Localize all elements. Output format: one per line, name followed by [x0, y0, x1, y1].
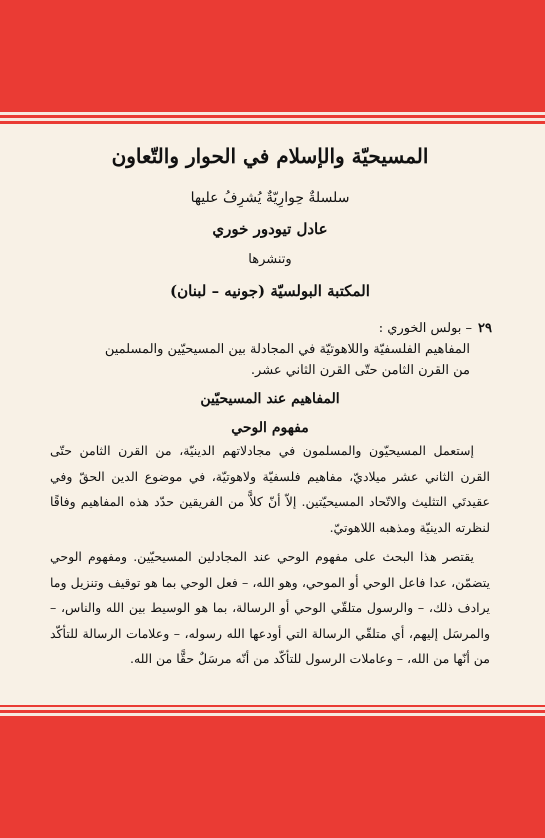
back-cover-panel [0, 124, 545, 705]
series-entry [50, 318, 492, 381]
section-subheading: مفهوم الوحي [231, 420, 309, 436]
entry-header [50, 318, 492, 339]
cover-top-band [0, 0, 545, 112]
series-line: سلسلةٌ حِوارِيّةٌ يُشرِفُ عليها [190, 190, 350, 206]
publisher-name: المكتبة البولسيّة (جونيه – لبنان) [170, 282, 370, 300]
editor-name: عادل تيودور خوري [212, 220, 328, 238]
top-stripe [0, 112, 545, 115]
bottom-stripe-inner [0, 707, 545, 710]
entry-number: ٢٩ [478, 321, 492, 336]
entry-author: – بولس الخوري : [378, 321, 473, 336]
cover-bottom-band [0, 716, 545, 838]
section-heading: المفاهيم عند المسيحيّين [200, 391, 340, 407]
panel-content [40, 124, 500, 705]
book-title: المسيحيّة والإسلام في الحوار والتّعاون [111, 144, 429, 168]
top-stripe-inner [0, 118, 545, 121]
paragraph-2: يقتصر هذا البحث على مفهوم الوحي عند المجادلين المسيحيّين. ومفهوم الوحي يتضمّن، عدا فاعل الوحي أو الموحي، وهو الله، – فعل الوحي بما هو توقيف وتنزيل وما يرادف ذلك، – والرسول متلقّي الوحي أو الرسالة، بما هو الوسيط بين الله والناس، – والمرسَل إليهم، أي متلقّي الرسالة التي أودعها الله رسوله، – وعلامات الرسالة للتأكّد من أنّها من الله، – وعاملات الرسول للتأكّد من أنّه مرسَلٌ حقًّا من الله. [50, 549, 490, 666]
published-by: وتنشرها [248, 252, 292, 267]
entry-title-line1: المفاهيم الفلسفيّة واللاهوتيّة في المجادلة بين المسيحيّين والمسلمين [104, 342, 470, 357]
entry-title-line2: من القرن الثامن حتّى القرن الثاني عشر. [250, 363, 470, 378]
paragraph-1: إستعمل المسيحيّون والمسلمون في مجادلاتهم الدينيّة، من القرن الثامن حتّى القرن الثاني عشر ميلاديّ، مفاهيم فلسفيّة ولاهوتيّة، في موضوع الدين الحقّ وفي عقيدتَي التثليث والاتّحاد المسيحيّتين. إلاّ أنّ كلاًّ من الفريقين حدّد هذه المفاهيم وفاقًا لنظرته الدينيّة ومذهبه اللاهوتيّ. [50, 443, 490, 535]
